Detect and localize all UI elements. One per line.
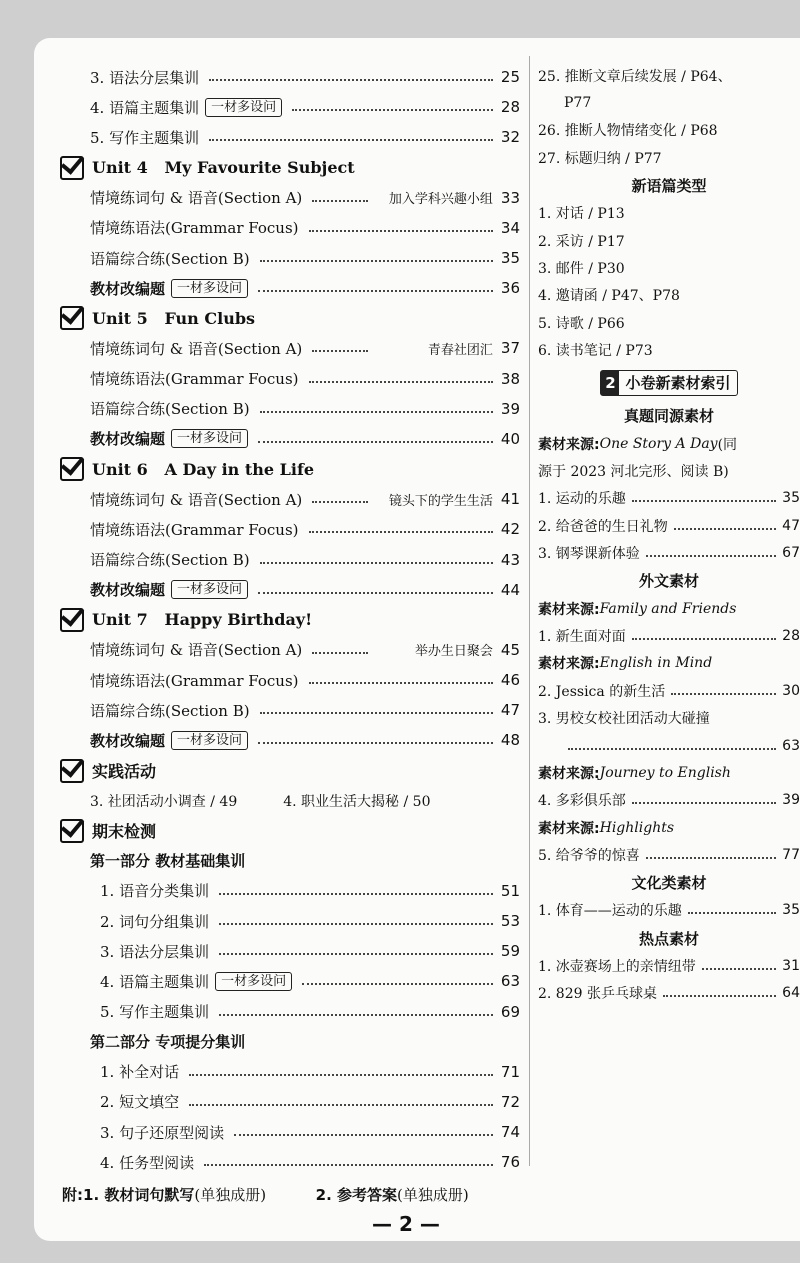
page-ref: 40 [500, 429, 520, 448]
list-item[interactable] [538, 897, 800, 924]
list-item[interactable] [538, 704, 800, 731]
page-ref: 28 [782, 627, 800, 644]
toc-entry[interactable] [58, 424, 520, 454]
entry-tag: 一材多设问 [171, 731, 248, 750]
toc-entry[interactable] [58, 665, 520, 695]
page-ref: 69 [500, 1002, 520, 1021]
new-types-heading: 新语篇类型 [631, 177, 707, 196]
unit-title: Unit 6 A Day in the Life [92, 459, 315, 479]
leader-dots [209, 139, 493, 141]
page-ref: 39 [782, 792, 800, 809]
page-ref: 36 [500, 279, 520, 298]
appendix-footer: 附:1. 教材词句默写(单独成册) 2. 参考答案(单独成册) [62, 1186, 469, 1204]
leader-dots [302, 983, 493, 985]
leader-dots [674, 528, 776, 530]
toc-entry[interactable] [58, 1147, 520, 1177]
page-ref: 44 [500, 580, 520, 599]
page-ref: 64 [782, 985, 800, 1002]
page-ref: 41 [500, 490, 520, 509]
sec2-heading: 外文素材 [638, 572, 699, 591]
toc-entry[interactable] [58, 1117, 520, 1147]
entry-note: 青春社团汇 [427, 342, 493, 358]
toc-entry[interactable] [58, 544, 520, 574]
toc-entry[interactable] [58, 1057, 520, 1087]
leader-dots [260, 260, 493, 262]
entry-label: 语篇综合练(Section B) [90, 400, 250, 419]
page-ref: 47 [500, 701, 520, 720]
leader-dots [663, 995, 776, 997]
banner-title: 小卷新素材索引 [625, 374, 731, 393]
entry-label: 5. 写作主题集训 [90, 128, 200, 147]
leader-dots [632, 638, 776, 640]
check-icon [60, 819, 84, 843]
item-label: 2. 给爸爸的生日礼物 [538, 518, 668, 535]
toc-entry[interactable] [58, 514, 520, 544]
entry-label: 情境练语法(Grammar Focus) [90, 520, 299, 539]
entry-label: 语篇综合练(Section B) [90, 701, 250, 720]
entry-tag: 一材多设问 [215, 972, 292, 991]
page-ref: 71 [500, 1062, 520, 1081]
item-label: 1. 冰壶赛场上的亲情纽带 [538, 958, 696, 975]
unit-heading[interactable] [60, 454, 520, 484]
page-ref: 39 [500, 399, 520, 418]
entry-label: 语篇综合练(Section B) [90, 551, 250, 570]
entry-label: 语篇综合练(Section B) [90, 249, 250, 268]
entry-label: 3. 语法分层集训 [90, 68, 200, 87]
leader-dots [219, 1014, 493, 1016]
entry-label: 教材改编题 [90, 430, 166, 449]
item-label: 3. 钢琴课新体验 [538, 546, 640, 563]
entry-note: 镜头下的学生生活 [388, 493, 493, 509]
leader-dots [258, 592, 493, 594]
leader-dots [260, 712, 493, 714]
item-label: 2. Jessica 的新生活 [538, 683, 666, 700]
unit-title: Unit 5 Fun Clubs [92, 308, 256, 328]
leader-dots [309, 230, 493, 232]
source-line: 素材来源: One Story A Day (同 [538, 435, 738, 453]
toc-entry[interactable] [58, 695, 520, 725]
unit-heading[interactable] [60, 303, 520, 333]
page-ref: 77 [782, 847, 800, 864]
toc-entry[interactable] [58, 183, 520, 213]
leader-dots [260, 411, 493, 413]
final-part2-heading: 第二部分 专项提分集训 [90, 1033, 246, 1052]
entry-label: 情境练语法(Grammar Focus) [90, 671, 299, 690]
page-ref: 35 [782, 490, 800, 507]
leader-dots [292, 109, 493, 111]
page-ref: 25 [500, 68, 520, 87]
list-item[interactable] [538, 787, 800, 814]
entry-label: 教材改编题 [90, 279, 166, 298]
sec3-heading: 文化类素材 [631, 874, 707, 893]
toc-entry[interactable] [58, 394, 520, 424]
page-ref: 47 [782, 517, 800, 534]
page-ref: 31 [782, 957, 800, 974]
toc-entry[interactable] [58, 484, 520, 514]
leader-dots [671, 693, 776, 695]
leader-dots [219, 893, 493, 895]
entry-note: 加入学科兴趣小组 [388, 192, 493, 208]
page-ref: 48 [500, 731, 520, 750]
list-item[interactable]: 26. 推断人物情绪变化 / P68 [538, 123, 718, 140]
check-icon [60, 156, 84, 180]
leader-dots [258, 441, 493, 443]
toc-entry[interactable] [58, 1087, 520, 1117]
toc-entry[interactable] [58, 213, 520, 243]
toc-entry[interactable] [58, 936, 520, 966]
practice-heading: 实践活动 [60, 756, 520, 786]
list-item[interactable] [538, 512, 800, 539]
leader-dots [309, 531, 493, 533]
entry-label: 教材改编题 [90, 731, 166, 750]
entry-label: 4. 语篇主题集训 [90, 98, 200, 117]
toc-entry[interactable] [58, 876, 520, 906]
check-icon [60, 759, 84, 783]
column-divider [529, 56, 530, 1166]
entry-label: 4. 语篇主题集训 [100, 972, 210, 991]
check-icon [60, 608, 84, 632]
entry-label: 5. 写作主题集训 [100, 1003, 210, 1022]
entry-label: 情境练语法(Grammar Focus) [90, 370, 299, 389]
item-label: 2. 829 张乒乓球桌 [538, 986, 657, 1003]
entry-label: 3. 语法分层集训 [100, 942, 210, 961]
toc-entry[interactable] [58, 997, 520, 1027]
list-item[interactable]: 2. 采访 / P17 [538, 233, 625, 250]
page-ref: 38 [500, 369, 520, 388]
leader-dots [312, 200, 368, 202]
practice-item[interactable]: 3. 社团活动小调查 / 49 [90, 793, 238, 810]
final-heading: 期末检测 [60, 816, 520, 846]
list-item[interactable]: 25. 推断文章后续发展 / P64、 [538, 68, 732, 85]
source-line: 素材来源: English in Mind [538, 655, 713, 673]
leader-dots [632, 802, 776, 804]
list-item[interactable] [538, 952, 800, 979]
leader-dots [646, 555, 776, 557]
page-ref: 72 [500, 1092, 520, 1111]
list-item[interactable]: 27. 标题归纳 / P77 [538, 150, 662, 167]
page-ref: 74 [500, 1123, 520, 1142]
page-ref: 63 [500, 972, 520, 991]
unit-heading[interactable] [60, 153, 520, 183]
list-item[interactable]: P77 [564, 95, 592, 112]
leader-dots [219, 923, 493, 925]
list-item[interactable] [538, 677, 800, 704]
toc-entry[interactable] [58, 273, 520, 303]
page-ref: 33 [500, 188, 520, 207]
toc-entry[interactable] [58, 966, 520, 996]
entry-label: 教材改编题 [90, 581, 166, 600]
entry-label: 情境练词句 & 语音(Section A) [90, 189, 303, 208]
unit-heading[interactable] [60, 605, 520, 635]
leader-dots [688, 912, 776, 914]
source-line-cont: 源于 2023 河北完形、阅读 B) [538, 463, 729, 480]
item-label: 1. 体育——运动的乐趣 [538, 903, 682, 920]
entry-label: 情境练词句 & 语音(Section A) [90, 339, 303, 358]
list-item[interactable]: 3. 邮件 / P30 [538, 261, 625, 278]
source-line: 素材来源: Journey to English [538, 764, 731, 782]
source-line: 素材来源: Family and Friends [538, 600, 737, 618]
toc-entry[interactable] [58, 122, 520, 152]
list-item[interactable] [538, 841, 800, 868]
entry-label: 情境练词句 & 语音(Section A) [90, 641, 303, 660]
list-item[interactable] [538, 622, 800, 649]
list-item[interactable] [538, 485, 800, 512]
page-ref: 30 [782, 682, 800, 699]
page-ref: 35 [500, 249, 520, 268]
page-ref: 51 [500, 881, 520, 900]
entry-label: 4. 任务型阅读 [100, 1153, 195, 1172]
page-ref: 67 [782, 545, 800, 562]
list-item[interactable]: 4. 邀请函 / P47、P78 [538, 288, 680, 305]
entry-note: 举办生日聚会 [414, 644, 493, 660]
entry-tag: 一材多设问 [171, 279, 248, 298]
unit-title: Unit 7 Happy Birthday! [92, 610, 313, 630]
leader-dots [258, 742, 493, 744]
page-ref: 46 [500, 671, 520, 690]
leader-dots [312, 350, 368, 352]
leader-dots [234, 1134, 493, 1136]
page-ref: 59 [500, 942, 520, 961]
list-item[interactable]: 1. 对话 / P13 [538, 206, 625, 223]
page-ref: 45 [500, 640, 520, 659]
entry-label: 1. 补全对话 [100, 1063, 180, 1082]
page-ref: 32 [500, 128, 520, 147]
toc-right-column [538, 62, 800, 1007]
page-ref: 42 [500, 520, 520, 539]
item-label: 4. 多彩俱乐部 [538, 793, 626, 810]
page-ref: 53 [500, 912, 520, 931]
leader-dots [258, 290, 493, 292]
leader-dots [189, 1104, 493, 1106]
item-label: 1. 运动的乐趣 [538, 491, 626, 508]
entry-tag: 一材多设问 [171, 429, 248, 448]
leader-dots [702, 968, 776, 970]
page-ref: 34 [500, 218, 520, 237]
entry-tag: 一材多设问 [171, 580, 248, 599]
leader-dots [189, 1074, 493, 1076]
toc-entry[interactable] [58, 92, 520, 122]
toc-entry[interactable] [58, 333, 520, 363]
practice-item[interactable]: 4. 职业生活大揭秘 / 50 [283, 793, 431, 810]
entry-label: 3. 句子还原型阅读 [100, 1123, 225, 1142]
toc-entry[interactable] [58, 62, 520, 92]
leader-dots [312, 652, 368, 654]
item-label: 3. 男校女校社团活动大碰撞 [538, 711, 710, 728]
page-ref: 35 [782, 902, 800, 919]
entry-label: 情境练词句 & 语音(Section A) [90, 490, 303, 509]
leader-dots [309, 682, 493, 684]
page-ref: 76 [500, 1153, 520, 1172]
leader-dots [219, 953, 493, 955]
page-number: — 2 — [372, 1212, 440, 1236]
page-ref: 37 [500, 339, 520, 358]
item-label: 5. 给爷爷的惊喜 [538, 848, 640, 865]
entry-tag: 一材多设问 [205, 98, 282, 117]
toc-entry[interactable] [58, 635, 520, 665]
entry-label: 2. 词句分组集训 [100, 912, 210, 931]
source-line: 素材来源: Highlights [538, 819, 675, 837]
list-item-cont[interactable]: 63 [538, 732, 800, 759]
toc-entry[interactable] [58, 725, 520, 755]
sec1-heading: 真题同源素材 [623, 407, 714, 426]
toc-entry[interactable] [58, 364, 520, 394]
entry-label: 2. 短文填空 [100, 1093, 180, 1112]
page-ref: 28 [500, 98, 520, 117]
entry-label: 1. 语音分类集训 [100, 882, 210, 901]
leader-dots [260, 562, 493, 564]
page-ref: 43 [500, 550, 520, 569]
leader-dots [646, 857, 776, 859]
leader-dots [312, 501, 368, 503]
leader-dots [309, 381, 493, 383]
list-item[interactable] [538, 539, 800, 566]
list-item[interactable]: 6. 读书笔记 / P73 [538, 343, 653, 360]
entry-label: 情境练语法(Grammar Focus) [90, 219, 299, 238]
toc-entry[interactable] [58, 906, 520, 936]
toc-entry[interactable] [58, 243, 520, 273]
index-banner [538, 368, 800, 398]
sec4-heading: 热点素材 [638, 929, 699, 948]
leader-dots [204, 1164, 493, 1166]
list-item[interactable] [538, 980, 800, 1007]
list-item[interactable]: 5. 诗歌 / P66 [538, 315, 625, 332]
check-icon [60, 306, 84, 330]
toc-entry[interactable] [58, 575, 520, 605]
practice-row [58, 786, 520, 816]
leader-dots [209, 79, 493, 81]
check-icon [60, 457, 84, 481]
unit-title: Unit 4 My Favourite Subject [92, 158, 355, 178]
banner-number: 2 [601, 371, 619, 395]
toc-left-column [58, 62, 520, 1177]
item-label: 1. 新生面对面 [538, 628, 626, 645]
leader-dots [632, 500, 776, 502]
final-part1-heading: 第一部分 教材基础集训 [90, 852, 246, 871]
